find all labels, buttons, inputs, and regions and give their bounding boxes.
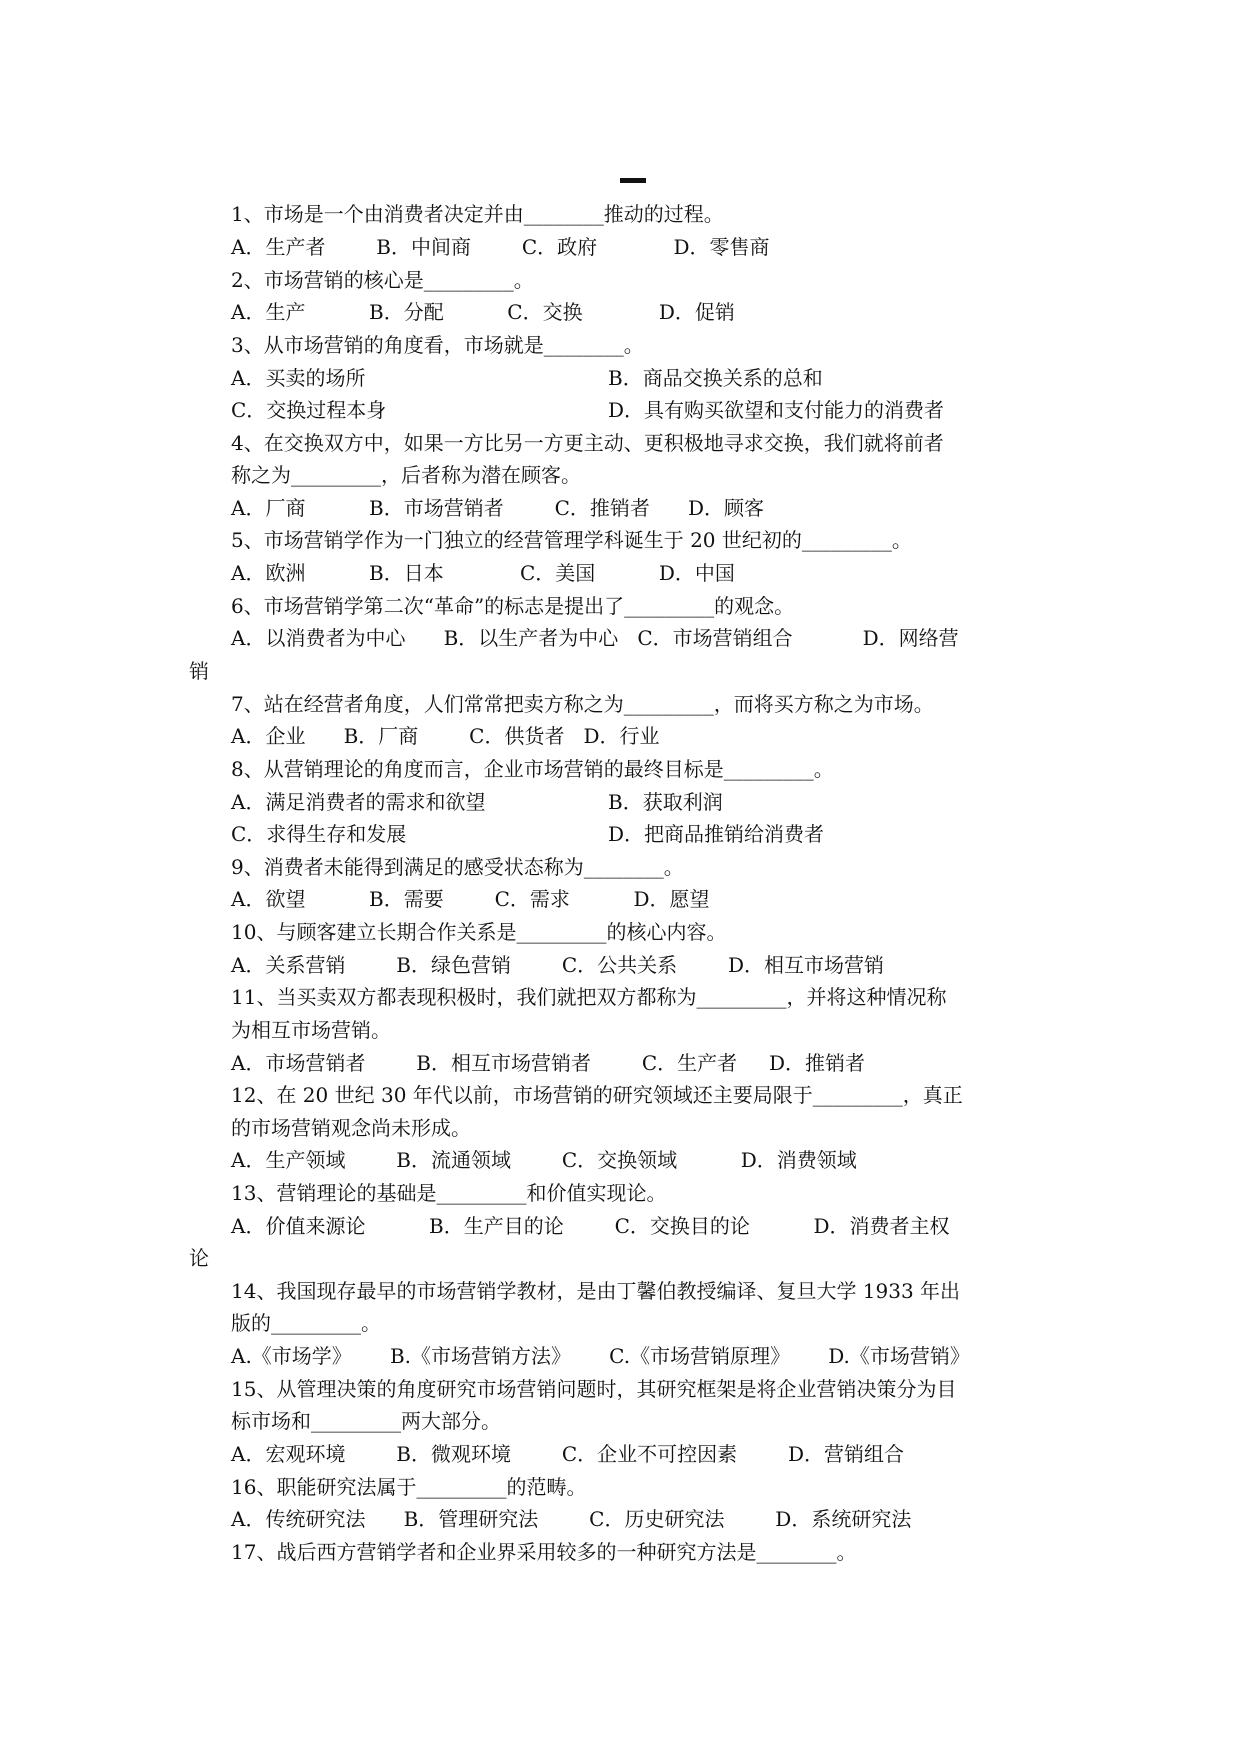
question-text-line: 14、我国现存最早的市场营销学教材，是由丁馨伯教授编译、复旦大学 1933 年出 <box>231 1279 961 1303</box>
question-text-line: 8、从营销理论的角度而言，企业市场营销的最终目标是_________。 <box>231 757 834 781</box>
answer-options-line: A．传统研究法 B．管理研究法 C．历史研究法 D．系统研究法 <box>231 1507 912 1531</box>
question-text-line: 6、市场营销学第二次“革命”的标志是提出了_________的观念。 <box>231 594 795 618</box>
answer-options-line: A．市场营销者 B．相互市场营销者 C．生产者 D．推销者 <box>231 1051 865 1075</box>
answer-options-line: C．求得生存和发展 <box>231 822 407 846</box>
answer-options-line: C．交换过程本身 <box>231 398 387 422</box>
answer-options-line: A．以消费者为中心 B．以生产者为中心 C．市场营销组合 D．网络营 <box>231 626 959 650</box>
answer-options-line: A．生产 B．分配 C．交换 D．促销 <box>231 300 735 324</box>
question-text-line: 4、在交换双方中，如果一方比另一方更主动、更积极地寻求交换，我们就将前者 <box>231 431 944 455</box>
question-text-line: 3、从市场营销的角度看，市场就是________。 <box>231 333 644 357</box>
question-text-line: 的市场营销观念尚未形成。 <box>231 1116 471 1140</box>
answer-options-line: A．生产者 B．中间商 C．政府 D．零售商 <box>231 235 770 259</box>
question-text-line: 5、市场营销学作为一门独立的经营管理学科诞生于 20 世纪初的_________。 <box>231 528 912 552</box>
answer-option-right: D．把商品推销给消费者 <box>608 822 825 846</box>
question-text-line: 12、在 20 世纪 30 年代以前，市场营销的研究领域还主要局限于_________，真正 <box>231 1083 963 1107</box>
answer-options-line: A．企业 B．厂商 C．供货者 D．行业 <box>231 724 660 748</box>
question-text-line: 17、战后西方营销学者和企业界采用较多的一种研究方法是________。 <box>231 1540 857 1564</box>
question-text-line: 7、站在经营者角度，人们常常把卖方称之为_________，而将买方称之为市场。 <box>231 692 934 716</box>
answer-options-line: A.《市场学》 B.《市场营销方法》 C.《市场营销原理》 D.《市场营销》 <box>231 1344 970 1368</box>
answer-options-line: A．欲望 B．需要 C．需求 D．愿望 <box>231 887 710 911</box>
question-text-line: 9、消费者未能得到满足的感受状态称为________。 <box>231 855 684 879</box>
answer-options-line: A．生产领域 B．流通领域 C．交换领域 D．消费领域 <box>231 1148 857 1172</box>
question-text-line: 15、从管理决策的角度研究市场营销问题时，其研究框架是将企业营销决策分为目 <box>231 1377 957 1401</box>
section-heading-dash <box>620 178 646 183</box>
answer-option-right: B．商品交换关系的总和 <box>608 366 823 390</box>
wrapped-text-line: 论 <box>189 1246 209 1270</box>
answer-options-line: A．厂商 B．市场营销者 C．推销者 D．顾客 <box>231 496 765 520</box>
wrapped-text-line: 销 <box>189 659 209 683</box>
question-text-line: 1、市场是一个由消费者决定并由________推动的过程。 <box>231 202 724 226</box>
answer-option-right: B．获取利润 <box>608 790 723 814</box>
question-text-line: 10、与顾客建立长期合作关系是_________的核心内容。 <box>231 920 727 944</box>
question-text-line: 2、市场营销的核心是_________。 <box>231 268 534 292</box>
question-text-line: 版的_________。 <box>231 1311 381 1335</box>
question-text-line: 11、当买卖双方都表现积极时，我们就把双方都称为_________，并将这种情况称 <box>231 985 947 1009</box>
answer-options-line: A．欧洲 B．日本 C．美国 D．中国 <box>231 561 735 585</box>
question-text-line: 13、营销理论的基础是_________和价值实现论。 <box>231 1181 667 1205</box>
question-text-line: 标市场和_________两大部分。 <box>231 1409 501 1433</box>
question-text-line: 为相互市场营销。 <box>231 1018 391 1042</box>
answer-options-line: A．买卖的场所 <box>231 366 366 390</box>
answer-options-line: A．宏观环境 B．微观环境 C．企业不可控因素 D．营销组合 <box>231 1442 905 1466</box>
question-text-line: 16、职能研究法属于_________的范畴。 <box>231 1475 587 1499</box>
answer-options-line: A．价值来源论 B．生产目的论 C．交换目的论 D．消费者主权 <box>231 1214 950 1238</box>
answer-options-line: A．满足消费者的需求和欲望 <box>231 790 486 814</box>
answer-option-right: D．具有购买欲望和支付能力的消费者 <box>608 398 945 422</box>
question-text-line: 称之为_________，后者称为潜在顾客。 <box>231 463 581 487</box>
answer-options-line: A．关系营销 B．绿色营销 C．公共关系 D．相互市场营销 <box>231 953 885 977</box>
